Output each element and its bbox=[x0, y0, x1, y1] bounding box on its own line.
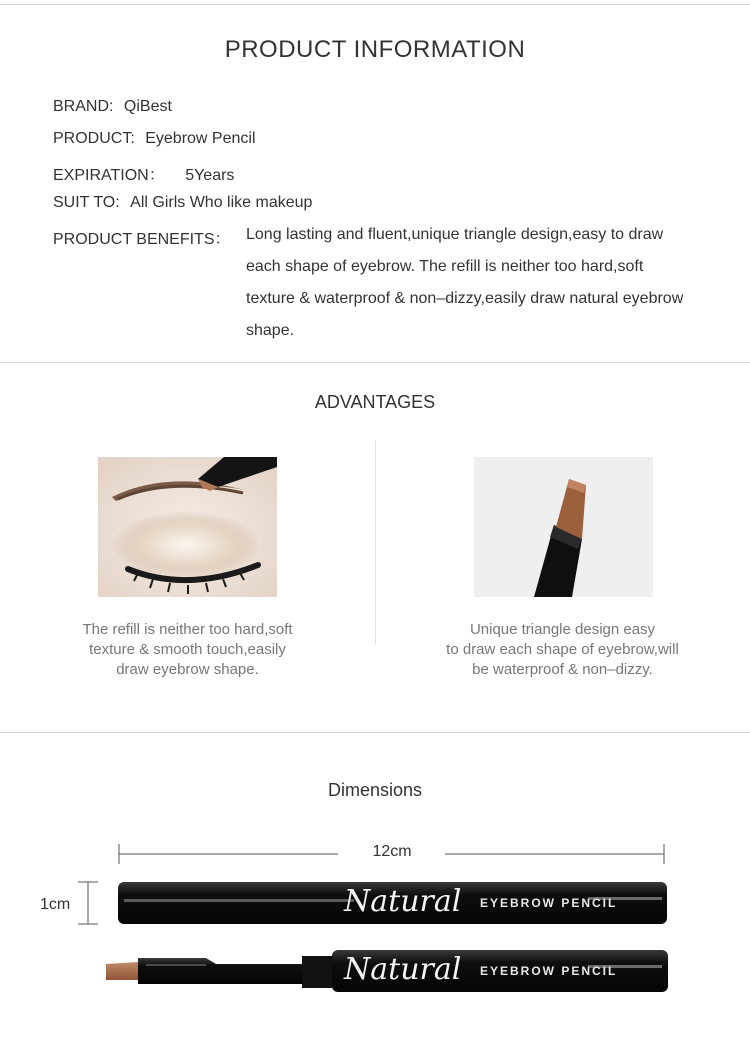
expiration-row bbox=[53, 162, 234, 185]
brand-row bbox=[53, 98, 172, 116]
section-divider bbox=[0, 362, 750, 363]
pencil-tip-photo bbox=[474, 457, 653, 597]
caption-line: be waterproof & non–dizzy. bbox=[472, 661, 653, 678]
suit-value: All Girls Who like makeup bbox=[130, 194, 313, 211]
expiration-label: EXPIRATION： bbox=[53, 167, 165, 184]
caption-line: texture & smooth touch,easily bbox=[89, 641, 286, 658]
caption-line: The refill is neither too hard,soft bbox=[82, 621, 293, 638]
pencil-tip-illustration bbox=[474, 457, 653, 597]
left-advantage-caption bbox=[40, 620, 335, 680]
advantages-title: ADVANTAGES bbox=[314, 392, 436, 412]
suit-label: SUIT TO: bbox=[53, 194, 120, 211]
length-label: 12cm bbox=[372, 843, 412, 860]
width-measure bbox=[76, 880, 100, 926]
right-advantage-caption bbox=[415, 620, 710, 680]
pencil-brand-text: EYEBROW PENCIL bbox=[480, 896, 618, 910]
product-label: PRODUCT: bbox=[53, 130, 135, 147]
advantages-divider bbox=[375, 440, 376, 645]
top-rule bbox=[0, 4, 750, 5]
suit-row bbox=[53, 194, 312, 212]
brand-value: QiBest bbox=[123, 98, 172, 115]
benefit-line: shape. bbox=[246, 322, 295, 339]
brand-label: BRAND: bbox=[53, 98, 114, 115]
eye-illustration bbox=[98, 457, 277, 597]
product-info-title: PRODUCT INFORMATION bbox=[224, 36, 526, 63]
dimensions-title: Dimensions bbox=[327, 780, 423, 800]
caption-line: draw eyebrow shape. bbox=[116, 661, 259, 678]
pencil-script-text: Natural bbox=[344, 952, 462, 987]
width-label: 1cm bbox=[40, 896, 71, 913]
benefit-line: each shape of eyebrow. The refill is neither too hard,soft bbox=[246, 258, 644, 275]
eye-makeup-photo bbox=[98, 457, 277, 597]
caption-line: to draw each shape of eyebrow,will bbox=[446, 641, 679, 658]
benefit-line: texture & waterproof & non–dizzy,easily draw natural eyebrow bbox=[246, 290, 684, 307]
product-row bbox=[53, 130, 256, 148]
caption-line: Unique triangle design easy bbox=[469, 621, 656, 638]
section-divider bbox=[0, 732, 750, 733]
benefit-line: Long lasting and fluent,unique triangle design,easy to draw bbox=[246, 226, 664, 243]
pencil-brand-text: EYEBROW PENCIL bbox=[480, 964, 618, 978]
expiration-value: 5Years bbox=[185, 167, 235, 184]
product-value: Eyebrow Pencil bbox=[145, 130, 256, 147]
pencil-script-text: Natural bbox=[344, 884, 462, 919]
pencil-capped bbox=[118, 882, 667, 924]
benefits-label: PRODUCT BENEFITS： bbox=[53, 231, 231, 248]
pencil-open bbox=[106, 950, 668, 992]
